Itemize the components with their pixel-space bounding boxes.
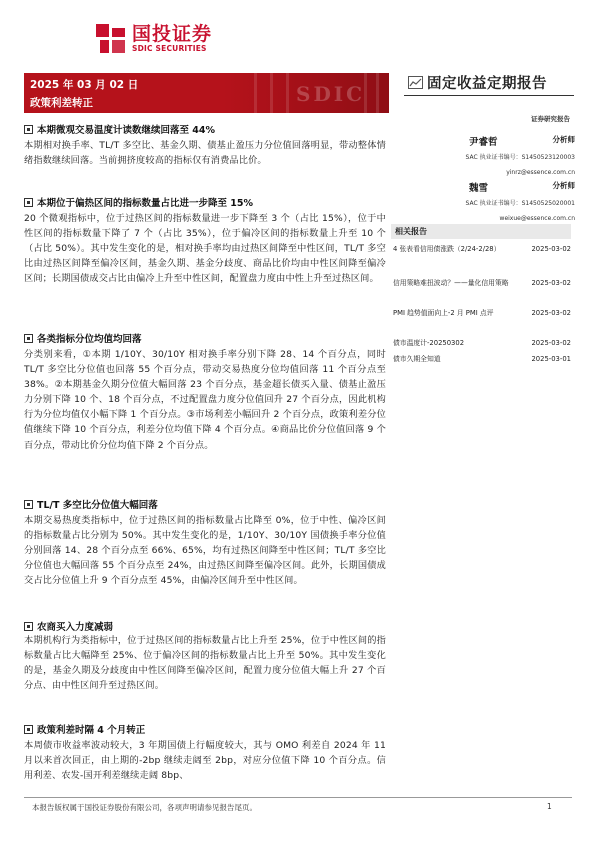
research-tag: 证券研究报告 xyxy=(531,115,570,123)
related-report-item[interactable]: 信用策略难扭波动？——量化信用策略 2025-03-02 xyxy=(393,279,571,287)
section-body: 本期机构行为类指标中，位于过热区间的指标数量占比上升至 25%，位于中性区间的指标数量占比大幅降至 25%、位于偏冷区间的指标数量占比上升至 50%。其中发生变化的是，基金久期及分歧度由中性区间降至偏冷区间，配置力度分位值大幅上升 27 个百分点、由中性区间升至过热区间。 xyxy=(24,635,386,692)
author-role: 分析师 xyxy=(552,181,575,190)
author-email[interactable]: yinrz@essence.com.cn xyxy=(506,169,575,176)
section-heading: 农商买入力度减弱 xyxy=(24,619,113,633)
related-report-item[interactable]: 4 张表看信用债涨跌（2/24-2/28） 2025-03-02 xyxy=(393,245,571,253)
checkbox-bullet-icon xyxy=(24,334,33,343)
author-email[interactable]: weixue@essence.com.cn xyxy=(499,215,575,222)
related-reports-title: 相关报告 xyxy=(391,224,571,239)
section-heading: TL/T 多空比分位值大幅回落 xyxy=(24,497,158,511)
checkbox-bullet-icon xyxy=(24,125,33,134)
author-name: 魏雪 xyxy=(469,183,489,194)
section-body: 本周债市收益率波动较大，3 年期国债上行幅度较大，其与 OMO 利差自 2024 年 11 月以来首次回正，由上期的-2bp 继续走阔至 2bp，对应分位值下降 10 个百分点。信用利差、农发-国开利差继续走阔 8bp、 xyxy=(24,740,386,782)
report-type-header xyxy=(408,72,547,93)
report-subtitle: 政策利差转正 xyxy=(30,97,93,109)
author-role: 分析师 xyxy=(552,135,575,144)
footer-divider xyxy=(24,797,572,798)
section-heading: 本期位于偏热区间的指标数量占比进一步降至 15% xyxy=(24,195,253,209)
checkbox-bullet-icon xyxy=(24,622,33,631)
section-body: 20 个微观指标中，位于过热区间的指标数量进一步下降至 3 个（占比 15%），位于中性区间的指标数量下降了 7 个（占比 35%），位于偏冷区间的指标数量上升至 10 个（占比 50%）。其中发生变化的是，相对换手率均由过热区间降至中性区间，TL/T 多空比由过热区间降至偏冷区间，基金久期、基金分歧度、商品比价均由中性区间降至偏冷区间；长期国债成交占比由偏冷上升至中性区间，配置盘力度由中性上升至过热区间。 xyxy=(24,213,386,285)
brand-name: 国投证券 xyxy=(132,23,213,45)
section-heading: 本期微观交易温度计读数继续回落至 44% xyxy=(24,122,215,136)
checkbox-bullet-icon xyxy=(24,500,33,509)
section-body: 本期交易热度类指标中，位于过热区间的指标数量占比降至 0%，位于中性、偏冷区间的指标数量占比分别为 50%。其中发生变化的是，1/10Y、30/10Y 国债换手率分位值分别回落 14、28 个百分点至 66%、65%，均有过热区间降至中性区间；TL/T 多空比分位值也大幅回落 55 个百分点至 24%，由过热区间降至偏冷区间。此外，长期国债成交占比分位值上升 9 个百分点至 45%，由偏冷区间升至中性区间。 xyxy=(24,515,386,587)
author-license: SAC 执业证书编号：S1450525020001 xyxy=(465,200,575,207)
footer-disclaimer: 本报告版权属于国投证券股份有限公司，各项声明请参见报告尾页。 xyxy=(32,803,257,812)
related-report-item[interactable]: 债市久期全知道 2025-03-01 xyxy=(393,355,571,363)
title-banner xyxy=(24,73,389,113)
checkbox-bullet-icon xyxy=(24,198,33,207)
related-report-item[interactable]: 债市温度计-20250302 2025-03-02 xyxy=(393,339,571,347)
report-type: 固定收益定期报告 xyxy=(427,76,547,92)
report-date: 2025 年 03 月 02 日 xyxy=(30,79,139,91)
chart-icon xyxy=(408,76,423,89)
related-report-item[interactable]: PMI 趋势值面向上-2 月 PMI 点评 2025-03-02 xyxy=(393,309,571,317)
section-body: 分类别来看，①本期 1/10Y、30/10Y 相对换手率分别下降 28、14 个百分点，同时 TL/T 多空比分位值也回落 55 个百分点，带动交易热度分位均值回落 11 个百分点至 38%。②本期基金久期分位值大幅回落 23 个百分点，基金超长债买入量、债基止盈压力分别下降 10 个、18 个百分点，不过配置盘力度分位值回升 27 个百分点，因此机构行为分位均值仅小幅下降 1 个百分点。③市场利差小幅回升 2 个百分点，政策利差分位值继续下降 10 个百分点，利差分位均值下降 4 个百分点。④商品比价分位值回落 9 个百分点，带动比价分位均值下降 2 个百分点。 xyxy=(24,349,386,451)
header-divider xyxy=(404,95,574,96)
author-license: SAC 执业证书编号：S1450523120003 xyxy=(465,154,575,161)
author-name: 尹睿哲 xyxy=(469,137,498,148)
banner-watermark: SDIC xyxy=(296,82,366,106)
author-block xyxy=(395,180,575,222)
section-body: 本期相对换手率、TL/T 多空比、基金久期、债基止盈压力分位值回落明显，带动整体情绪指数继续回落。当前拥挤度较高的指标仅有消费品比价。 xyxy=(24,140,386,167)
section-heading: 各类指标分位均值均回落 xyxy=(24,331,142,345)
brand-name-en: SDIC SECURITIES xyxy=(132,44,207,53)
author-block xyxy=(395,134,575,176)
section-heading: 政策利差时隔 4 个月转正 xyxy=(24,722,145,736)
page-number: 1 xyxy=(547,802,552,811)
checkbox-bullet-icon xyxy=(24,725,33,734)
brand-logo xyxy=(96,24,212,54)
logo-mark-icon xyxy=(96,24,126,54)
